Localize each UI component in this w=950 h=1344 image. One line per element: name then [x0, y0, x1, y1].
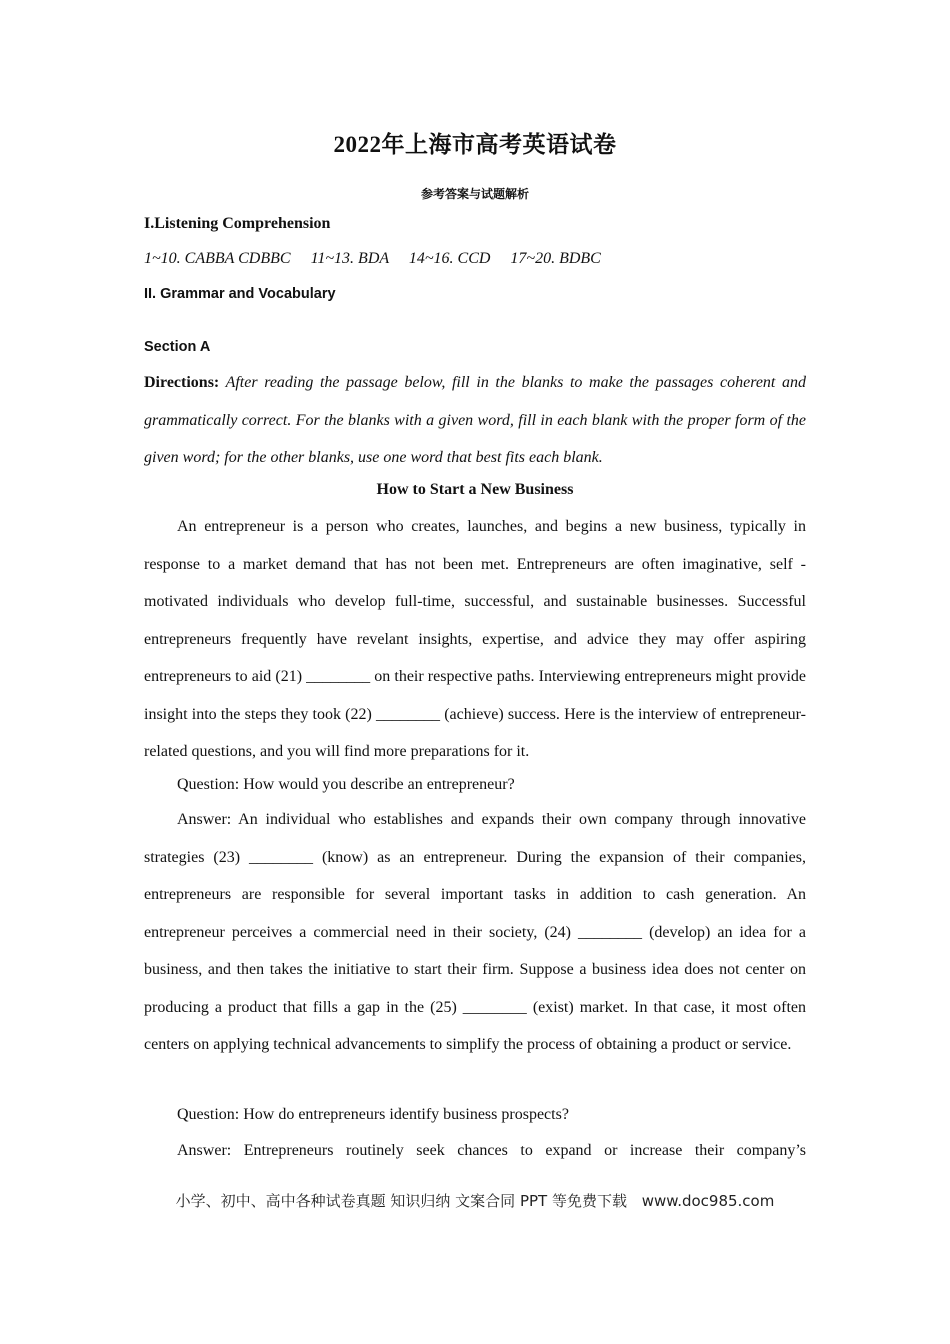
passage-paragraph-1: An entrepreneur is a person who creates, launches, and begins a new business, typically in response to a market demand that has not been met. Entrepreneurs are often imaginative, self -motivated individuals who develop full-time, successful, and sustainable businesses. Successful entrepreneurs frequently have revelant insights, expertise, and advice they may offer aspiring entrepreneurs to aid (21) ________ on their respective paths. Interviewing entrepreneurs might provide insight into the steps they took (22) ________ (achieve) success. Here is the interview of entrepreneur-related questions, and you will find more preparations for it. [144, 518, 806, 760]
listening-answers: 1~10. CABBA CDBBC 11~13. BDA 14~16. CCD 17~20. BDBC [144, 250, 601, 267]
page-title: 2022年上海市高考英语试卷 [333, 132, 617, 157]
section-a-heading: Section A [144, 339, 211, 355]
answer-1-paragraph: Answer: An individual who establishes and expands their own company through innovative strategies (23) ________ (know) as an entrepreneur. During the expansion of their companies, entrepreneurs are responsible for several important tasks in addition to cash generation. An entrepreneur perceives a commercial need in their society, (24) ________ (develop) an idea for a business, and then takes the initiative to start their firm. Suppose a business idea does not center on producing a product that fills a gap in the (25) ________ (exist) market. In that case, it most often centers on applying technical advancements to simplify the process of obtaining a product or service. [144, 811, 806, 1053]
question-1: Question: How would you describe an entrepreneur? [177, 776, 515, 793]
page-subtitle: 参考答案与试题解析 [420, 187, 529, 201]
section-heading-grammar: II. Grammar and Vocabulary [144, 286, 336, 302]
question-2: Question: How do entrepreneurs identify business prospects? [177, 1106, 569, 1123]
section-heading-listening: I.Listening Comprehension [144, 215, 331, 232]
page-footer [0, 1190, 950, 1211]
footer-text: 小学、初中、高中各种试卷真题 知识归纳 文案合同 PPT 等免费下载 [175, 1192, 627, 1210]
footer-url[interactable]: www.doc985.com [641, 1192, 775, 1210]
directions-paragraph [144, 364, 806, 477]
directions-text: After reading the passage below, fill in the blanks to make the passages coherent and grammatically correct. For the blanks with a given word, fill in each blank with the proper form of the given word; for the other blanks, use one word that best fits each blank. [144, 374, 806, 466]
directions-label: Directions: [144, 374, 220, 391]
passage-title: How to Start a New Business [376, 481, 574, 498]
answer-2-paragraph: Answer: Entrepreneurs routinely seek chances to expand or increase their company’s [177, 1142, 806, 1159]
